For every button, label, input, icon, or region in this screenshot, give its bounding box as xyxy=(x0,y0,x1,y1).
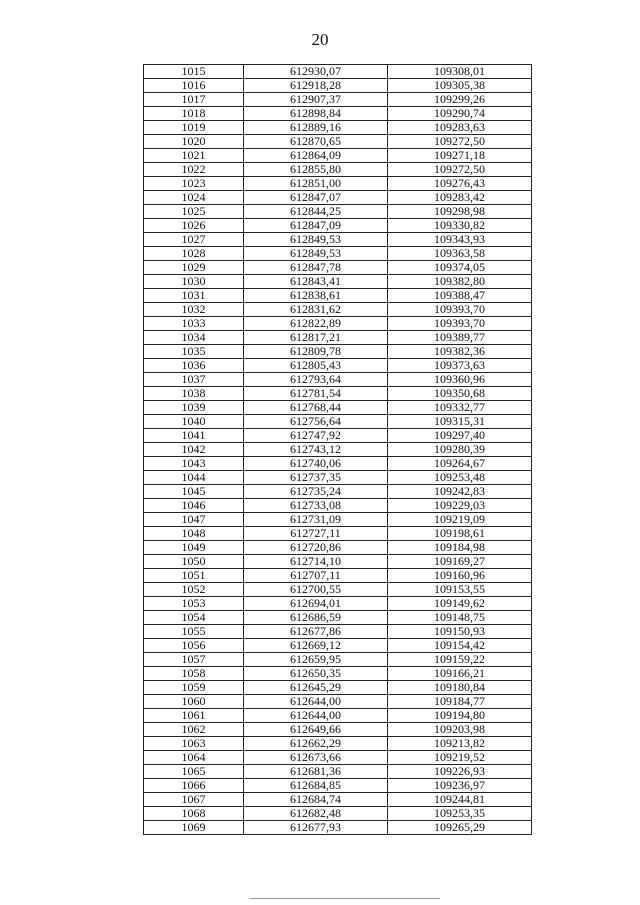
x-coordinate-cell: 612864,09 xyxy=(244,149,388,163)
y-coordinate-cell: 109373,63 xyxy=(388,359,532,373)
table-row xyxy=(144,765,532,779)
x-coordinate-cell: 612822,89 xyxy=(244,317,388,331)
point-number-cell: 1067 xyxy=(144,793,244,807)
table-row xyxy=(144,611,532,625)
table-row xyxy=(144,107,532,121)
x-coordinate-cell: 612644,00 xyxy=(244,709,388,723)
table-row xyxy=(144,121,532,135)
table-row xyxy=(144,135,532,149)
x-coordinate-cell: 612700,55 xyxy=(244,583,388,597)
y-coordinate-cell: 109264,67 xyxy=(388,457,532,471)
y-coordinate-cell: 109149,62 xyxy=(388,597,532,611)
point-number-cell: 1065 xyxy=(144,765,244,779)
x-coordinate-cell: 612649,66 xyxy=(244,723,388,737)
x-coordinate-cell: 612677,93 xyxy=(244,821,388,835)
y-coordinate-cell: 109184,98 xyxy=(388,541,532,555)
table-row xyxy=(144,457,532,471)
x-coordinate-cell: 612847,78 xyxy=(244,261,388,275)
point-number-cell: 1064 xyxy=(144,751,244,765)
point-number-cell: 1015 xyxy=(144,65,244,79)
x-coordinate-cell: 612851,00 xyxy=(244,177,388,191)
table-row xyxy=(144,79,532,93)
y-coordinate-cell: 109236,97 xyxy=(388,779,532,793)
point-number-cell: 1060 xyxy=(144,695,244,709)
table-row xyxy=(144,345,532,359)
y-coordinate-cell: 109389,77 xyxy=(388,331,532,345)
coordinates-table xyxy=(143,64,532,835)
point-number-cell: 1045 xyxy=(144,485,244,499)
y-coordinate-cell: 109169,27 xyxy=(388,555,532,569)
table-row xyxy=(144,331,532,345)
x-coordinate-cell: 612805,43 xyxy=(244,359,388,373)
y-coordinate-cell: 109382,80 xyxy=(388,275,532,289)
point-number-cell: 1029 xyxy=(144,261,244,275)
point-number-cell: 1020 xyxy=(144,135,244,149)
x-coordinate-cell: 612849,53 xyxy=(244,233,388,247)
point-number-cell: 1061 xyxy=(144,709,244,723)
y-coordinate-cell: 109360,96 xyxy=(388,373,532,387)
x-coordinate-cell: 612677,86 xyxy=(244,625,388,639)
table-row xyxy=(144,65,532,79)
x-coordinate-cell: 612849,53 xyxy=(244,247,388,261)
x-coordinate-cell: 612714,10 xyxy=(244,555,388,569)
table-row xyxy=(144,639,532,653)
point-number-cell: 1036 xyxy=(144,359,244,373)
point-number-cell: 1040 xyxy=(144,415,244,429)
point-number-cell: 1044 xyxy=(144,471,244,485)
y-coordinate-cell: 109283,63 xyxy=(388,121,532,135)
table-row xyxy=(144,555,532,569)
y-coordinate-cell: 109305,38 xyxy=(388,79,532,93)
y-coordinate-cell: 109153,55 xyxy=(388,583,532,597)
point-number-cell: 1032 xyxy=(144,303,244,317)
coordinates-table-body xyxy=(144,65,532,835)
x-coordinate-cell: 612817,21 xyxy=(244,331,388,345)
point-number-cell: 1053 xyxy=(144,597,244,611)
table-row xyxy=(144,653,532,667)
table-row xyxy=(144,205,532,219)
bottom-rule xyxy=(250,898,440,899)
x-coordinate-cell: 612735,24 xyxy=(244,485,388,499)
x-coordinate-cell: 612707,11 xyxy=(244,569,388,583)
x-coordinate-cell: 612645,29 xyxy=(244,681,388,695)
table-row xyxy=(144,485,532,499)
x-coordinate-cell: 612847,07 xyxy=(244,191,388,205)
table-row xyxy=(144,93,532,107)
point-number-cell: 1058 xyxy=(144,667,244,681)
x-coordinate-cell: 612650,35 xyxy=(244,667,388,681)
table-row xyxy=(144,163,532,177)
table-row xyxy=(144,513,532,527)
x-coordinate-cell: 612644,00 xyxy=(244,695,388,709)
y-coordinate-cell: 109219,52 xyxy=(388,751,532,765)
y-coordinate-cell: 109180,84 xyxy=(388,681,532,695)
x-coordinate-cell: 612844,25 xyxy=(244,205,388,219)
table-row xyxy=(144,191,532,205)
point-number-cell: 1057 xyxy=(144,653,244,667)
x-coordinate-cell: 612682,48 xyxy=(244,807,388,821)
x-coordinate-cell: 612781,54 xyxy=(244,387,388,401)
table-row xyxy=(144,233,532,247)
x-coordinate-cell: 612756,64 xyxy=(244,415,388,429)
x-coordinate-cell: 612809,78 xyxy=(244,345,388,359)
x-coordinate-cell: 612870,65 xyxy=(244,135,388,149)
point-number-cell: 1038 xyxy=(144,387,244,401)
table-row xyxy=(144,793,532,807)
y-coordinate-cell: 109219,09 xyxy=(388,513,532,527)
point-number-cell: 1043 xyxy=(144,457,244,471)
x-coordinate-cell: 612686,59 xyxy=(244,611,388,625)
y-coordinate-cell: 109280,39 xyxy=(388,443,532,457)
x-coordinate-cell: 612694,01 xyxy=(244,597,388,611)
point-number-cell: 1039 xyxy=(144,401,244,415)
point-number-cell: 1049 xyxy=(144,541,244,555)
x-coordinate-cell: 612793,64 xyxy=(244,373,388,387)
point-number-cell: 1026 xyxy=(144,219,244,233)
x-coordinate-cell: 612930,07 xyxy=(244,65,388,79)
y-coordinate-cell: 109226,93 xyxy=(388,765,532,779)
table-row xyxy=(144,247,532,261)
point-number-cell: 1050 xyxy=(144,555,244,569)
x-coordinate-cell: 612843,41 xyxy=(244,275,388,289)
x-coordinate-cell: 612889,16 xyxy=(244,121,388,135)
table-row xyxy=(144,681,532,695)
x-coordinate-cell: 612737,35 xyxy=(244,471,388,485)
table-row xyxy=(144,751,532,765)
table-row xyxy=(144,401,532,415)
table-row xyxy=(144,499,532,513)
point-number-cell: 1031 xyxy=(144,289,244,303)
y-coordinate-cell: 109393,70 xyxy=(388,303,532,317)
x-coordinate-cell: 612727,11 xyxy=(244,527,388,541)
x-coordinate-cell: 612855,80 xyxy=(244,163,388,177)
table-row xyxy=(144,373,532,387)
y-coordinate-cell: 109203,98 xyxy=(388,723,532,737)
table-row xyxy=(144,779,532,793)
y-coordinate-cell: 109154,42 xyxy=(388,639,532,653)
y-coordinate-cell: 109242,83 xyxy=(388,485,532,499)
table-row xyxy=(144,695,532,709)
x-coordinate-cell: 612662,29 xyxy=(244,737,388,751)
point-number-cell: 1028 xyxy=(144,247,244,261)
x-coordinate-cell: 612731,09 xyxy=(244,513,388,527)
y-coordinate-cell: 109350,68 xyxy=(388,387,532,401)
table-row xyxy=(144,275,532,289)
table-row xyxy=(144,709,532,723)
page-number: 20 xyxy=(311,30,329,49)
y-coordinate-cell: 109374,05 xyxy=(388,261,532,275)
x-coordinate-cell: 612747,92 xyxy=(244,429,388,443)
table-row xyxy=(144,317,532,331)
y-coordinate-cell: 109297,40 xyxy=(388,429,532,443)
point-number-cell: 1051 xyxy=(144,569,244,583)
table-row xyxy=(144,177,532,191)
table-row xyxy=(144,443,532,457)
point-number-cell: 1063 xyxy=(144,737,244,751)
y-coordinate-cell: 109229,03 xyxy=(388,499,532,513)
point-number-cell: 1059 xyxy=(144,681,244,695)
point-number-cell: 1037 xyxy=(144,373,244,387)
x-coordinate-cell: 612673,66 xyxy=(244,751,388,765)
point-number-cell: 1062 xyxy=(144,723,244,737)
y-coordinate-cell: 109315,31 xyxy=(388,415,532,429)
y-coordinate-cell: 109159,22 xyxy=(388,653,532,667)
x-coordinate-cell: 612684,85 xyxy=(244,779,388,793)
point-number-cell: 1021 xyxy=(144,149,244,163)
table-row xyxy=(144,723,532,737)
x-coordinate-cell: 612720,86 xyxy=(244,541,388,555)
table-row xyxy=(144,527,532,541)
x-coordinate-cell: 612907,37 xyxy=(244,93,388,107)
table-row xyxy=(144,289,532,303)
point-number-cell: 1066 xyxy=(144,779,244,793)
y-coordinate-cell: 109332,77 xyxy=(388,401,532,415)
y-coordinate-cell: 109244,81 xyxy=(388,793,532,807)
y-coordinate-cell: 109194,80 xyxy=(388,709,532,723)
y-coordinate-cell: 109272,50 xyxy=(388,135,532,149)
point-number-cell: 1041 xyxy=(144,429,244,443)
y-coordinate-cell: 109308,01 xyxy=(388,65,532,79)
table-row xyxy=(144,821,532,835)
x-coordinate-cell: 612831,62 xyxy=(244,303,388,317)
x-coordinate-cell: 612669,12 xyxy=(244,639,388,653)
x-coordinate-cell: 612659,95 xyxy=(244,653,388,667)
table-row xyxy=(144,737,532,751)
table-row xyxy=(144,429,532,443)
point-number-cell: 1023 xyxy=(144,177,244,191)
y-coordinate-cell: 109160,96 xyxy=(388,569,532,583)
y-coordinate-cell: 109213,82 xyxy=(388,737,532,751)
point-number-cell: 1017 xyxy=(144,93,244,107)
y-coordinate-cell: 109298,98 xyxy=(388,205,532,219)
y-coordinate-cell: 109148,75 xyxy=(388,611,532,625)
y-coordinate-cell: 109253,35 xyxy=(388,807,532,821)
point-number-cell: 1056 xyxy=(144,639,244,653)
table-row xyxy=(144,625,532,639)
table-row xyxy=(144,359,532,373)
point-number-cell: 1069 xyxy=(144,821,244,835)
y-coordinate-cell: 109393,70 xyxy=(388,317,532,331)
point-number-cell: 1048 xyxy=(144,527,244,541)
y-coordinate-cell: 109388,47 xyxy=(388,289,532,303)
point-number-cell: 1046 xyxy=(144,499,244,513)
x-coordinate-cell: 612838,61 xyxy=(244,289,388,303)
y-coordinate-cell: 109299,26 xyxy=(388,93,532,107)
table-row xyxy=(144,149,532,163)
table-row xyxy=(144,667,532,681)
y-coordinate-cell: 109265,29 xyxy=(388,821,532,835)
y-coordinate-cell: 109271,18 xyxy=(388,149,532,163)
point-number-cell: 1030 xyxy=(144,275,244,289)
table-row xyxy=(144,541,532,555)
point-number-cell: 1054 xyxy=(144,611,244,625)
y-coordinate-cell: 109363,58 xyxy=(388,247,532,261)
point-number-cell: 1068 xyxy=(144,807,244,821)
y-coordinate-cell: 109330,82 xyxy=(388,219,532,233)
point-number-cell: 1019 xyxy=(144,121,244,135)
y-coordinate-cell: 109253,48 xyxy=(388,471,532,485)
y-coordinate-cell: 109276,43 xyxy=(388,177,532,191)
y-coordinate-cell: 109382,36 xyxy=(388,345,532,359)
table-row xyxy=(144,219,532,233)
table-row xyxy=(144,583,532,597)
table-row xyxy=(144,807,532,821)
x-coordinate-cell: 612898,84 xyxy=(244,107,388,121)
point-number-cell: 1027 xyxy=(144,233,244,247)
point-number-cell: 1042 xyxy=(144,443,244,457)
y-coordinate-cell: 109283,42 xyxy=(388,191,532,205)
point-number-cell: 1052 xyxy=(144,583,244,597)
point-number-cell: 1022 xyxy=(144,163,244,177)
point-number-cell: 1035 xyxy=(144,345,244,359)
point-number-cell: 1047 xyxy=(144,513,244,527)
y-coordinate-cell: 109343,93 xyxy=(388,233,532,247)
table-row xyxy=(144,471,532,485)
point-number-cell: 1033 xyxy=(144,317,244,331)
x-coordinate-cell: 612918,28 xyxy=(244,79,388,93)
x-coordinate-cell: 612847,09 xyxy=(244,219,388,233)
table-row xyxy=(144,387,532,401)
x-coordinate-cell: 612684,74 xyxy=(244,793,388,807)
y-coordinate-cell: 109198,61 xyxy=(388,527,532,541)
table-row xyxy=(144,261,532,275)
y-coordinate-cell: 109290,74 xyxy=(388,107,532,121)
y-coordinate-cell: 109166,21 xyxy=(388,667,532,681)
point-number-cell: 1024 xyxy=(144,191,244,205)
point-number-cell: 1025 xyxy=(144,205,244,219)
y-coordinate-cell: 109272,50 xyxy=(388,163,532,177)
point-number-cell: 1016 xyxy=(144,79,244,93)
point-number-cell: 1034 xyxy=(144,331,244,345)
point-number-cell: 1055 xyxy=(144,625,244,639)
table-row xyxy=(144,303,532,317)
table-row xyxy=(144,569,532,583)
x-coordinate-cell: 612733,08 xyxy=(244,499,388,513)
y-coordinate-cell: 109150,93 xyxy=(388,625,532,639)
y-coordinate-cell: 109184,77 xyxy=(388,695,532,709)
x-coordinate-cell: 612740,06 xyxy=(244,457,388,471)
table-row xyxy=(144,415,532,429)
x-coordinate-cell: 612768,44 xyxy=(244,401,388,415)
point-number-cell: 1018 xyxy=(144,107,244,121)
x-coordinate-cell: 612681,36 xyxy=(244,765,388,779)
x-coordinate-cell: 612743,12 xyxy=(244,443,388,457)
table-row xyxy=(144,597,532,611)
